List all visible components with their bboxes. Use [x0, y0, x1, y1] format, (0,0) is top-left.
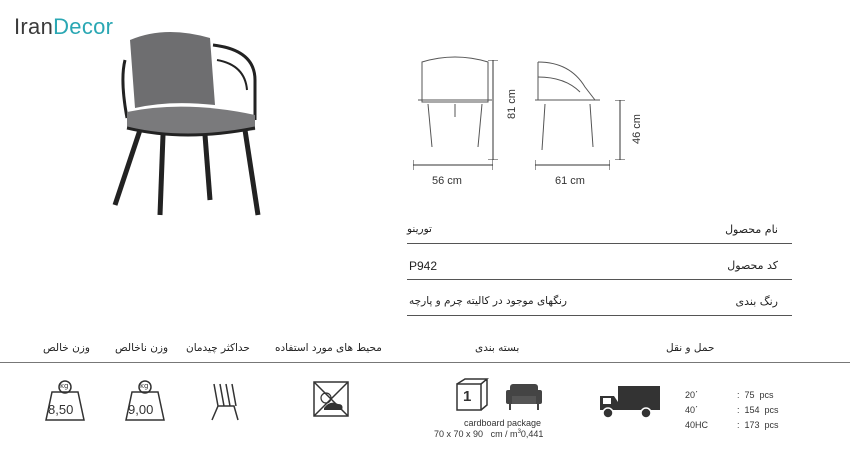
spec-value-colors: رنگهای موجود در کالیته چرم و پارچه — [409, 295, 567, 307]
package-box-icon — [455, 378, 489, 412]
spec-label-product-name: نام محصول — [725, 223, 778, 236]
net-weight-unit: kg — [60, 382, 69, 390]
armchair-icon — [506, 380, 542, 410]
package-label: cardboard package — [464, 418, 542, 428]
header-divider — [0, 362, 850, 363]
package-unit: cm / m — [490, 429, 518, 439]
package-size: 70 x 70 x 90 — [434, 429, 484, 439]
heading-transport: حمل و نقل — [666, 342, 715, 354]
shipping-row-40hc — [680, 410, 779, 430]
spec-row-colors — [407, 287, 792, 316]
width-dimension: 56 cm — [432, 175, 462, 187]
height-dimension-line — [488, 60, 498, 160]
spec-label-product-code: کد محصول — [727, 259, 778, 272]
product-chair-image — [105, 20, 280, 220]
depth-dimension: 61 cm — [555, 175, 585, 187]
heading-max-stack: حداکثر چیدمان — [186, 342, 250, 354]
brand-logo-part2: Decor — [53, 14, 114, 39]
spec-value-product-code: P942 — [409, 259, 438, 273]
gross-weight-unit: kg — [140, 382, 149, 390]
gross-weight-value: 9,00 — [128, 402, 154, 417]
heading-gross-weight: وزن ناخالص — [115, 342, 169, 354]
package-count: 1 — [463, 388, 472, 405]
shipping-pcs-40hc: : 173 pcs — [737, 420, 779, 430]
net-weight-icon — [42, 378, 88, 424]
indoor-use-only-icon — [312, 380, 350, 418]
truck-icon — [598, 384, 662, 420]
shipping-container-40ft: 40΄ — [685, 405, 699, 415]
spec-row-product-name — [407, 215, 792, 244]
package-volume: 0,441 — [520, 429, 544, 439]
shipping-pcs-20ft: : 75 pcs — [737, 390, 774, 400]
height-dimension: 81 cm — [506, 89, 518, 119]
shipping-container-20ft: 20΄ — [685, 390, 699, 400]
net-weight-value: 8,50 — [48, 402, 74, 417]
package-exponent: 3 — [517, 429, 521, 435]
package-dimensions — [434, 429, 543, 439]
shipping-pcs-40ft: : 154 pcs — [737, 405, 779, 415]
brand-logo[interactable] — [14, 14, 113, 40]
heading-net-weight: وزن خالص — [43, 342, 90, 354]
spec-value-product-name: تورینو — [407, 223, 432, 235]
spec-row-product-code — [407, 251, 792, 280]
side-view-drawing — [530, 52, 610, 162]
seat-height-dimension: 46 cm — [631, 114, 643, 144]
heading-environment: محیط های مورد استفاده — [275, 342, 382, 354]
brand-logo-part1: Iran — [14, 14, 54, 39]
stacked-chairs-icon — [208, 382, 242, 422]
shipping-container-40hc: 40HC — [685, 420, 709, 430]
depth-dimension-line — [535, 160, 610, 170]
width-dimension-line — [413, 160, 493, 170]
seat-height-dimension-line — [615, 100, 625, 160]
gross-weight-icon — [122, 378, 168, 424]
spec-label-colors: رنگ بندی — [735, 295, 778, 308]
heading-packaging: بسته بندی — [475, 342, 520, 354]
